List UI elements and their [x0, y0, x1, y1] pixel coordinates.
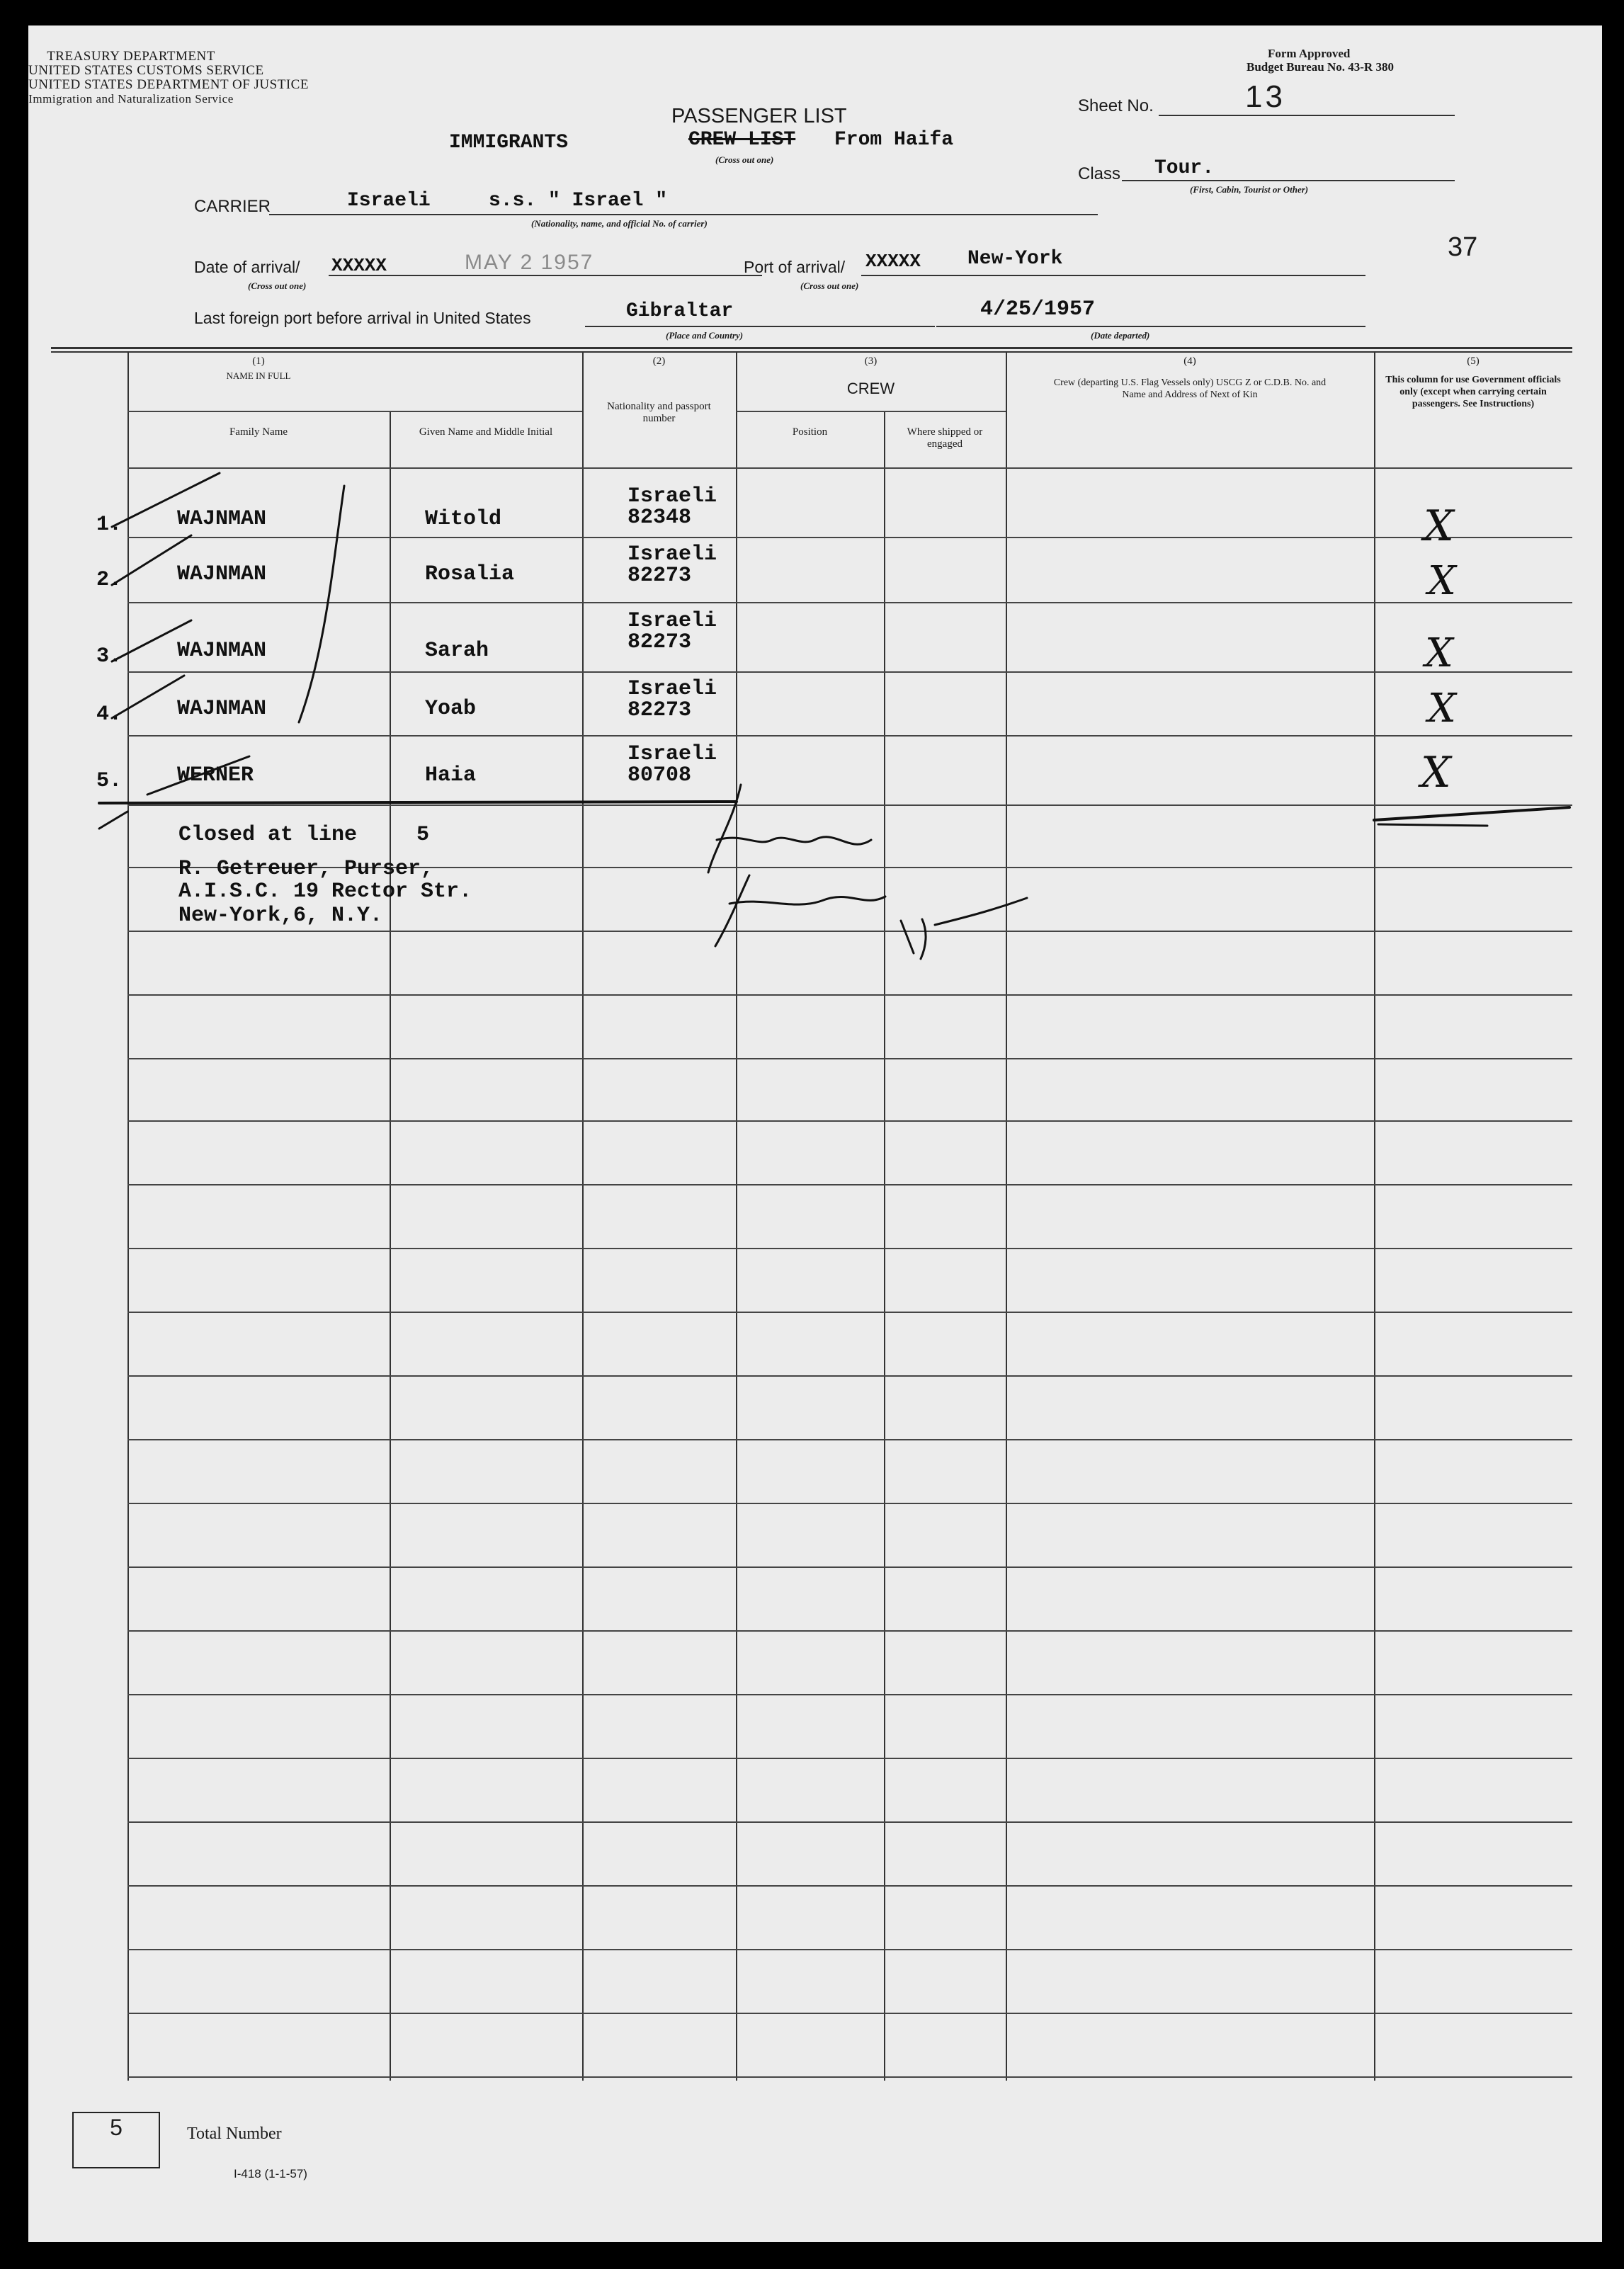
sheet-number: 13 [1245, 79, 1285, 114]
purser-address-1: A.I.S.C. 19 Rector Str. [178, 880, 472, 904]
check-mark-5: X [1421, 748, 1451, 797]
given-name: Haia [425, 763, 477, 787]
sheet-label: Sheet No. [1078, 96, 1154, 115]
carrier-label: CARRIER [194, 197, 271, 216]
total-number-box [72, 2112, 160, 2168]
port-hint: (Cross out one) [800, 280, 859, 291]
passport-number: 82273 [628, 698, 692, 722]
passport-number: 82348 [628, 506, 692, 530]
family-name: WERNER [177, 763, 254, 787]
col3-number: (3) [864, 356, 878, 367]
agency-line-1: TREASURY DEPARTMENT [47, 49, 215, 64]
closed-at-line-value: 5 [416, 823, 430, 847]
family-name: WAJNMAN [177, 562, 267, 586]
port-xs: XXXXX [865, 251, 921, 272]
date-departed-hint: (Date departed) [1091, 330, 1150, 341]
line-number: 3. [96, 644, 123, 669]
page-number: 37 [1448, 232, 1478, 262]
agency-line-2: UNITED STATES CUSTOMS SERVICE [28, 63, 264, 78]
port-arrival-label: Port of arrival/ [744, 258, 846, 276]
col4-number: (4) [1183, 356, 1196, 367]
tick-stroke [99, 812, 127, 829]
class-hint: (First, Cabin, Tourist or Other) [1190, 184, 1309, 195]
col2-number: (2) [652, 356, 666, 367]
family-name: WAJNMAN [177, 507, 267, 531]
last-port-label: Last foreign port before arrival in United States [194, 309, 531, 327]
col5-title: This column for use Government officials only (except when carrying certain passengers. See Instructions) [1385, 375, 1561, 409]
port-value: New-York [967, 248, 1063, 270]
nationality: Israeli [628, 542, 717, 567]
given-name: Rosalia [425, 562, 515, 586]
nationality: Israeli [628, 484, 717, 508]
family-name: WAJNMAN [177, 639, 267, 663]
immigrants-label: IMMIGRANTS [449, 132, 569, 154]
budget-bureau: Budget Bureau No. 43-R 380 [1247, 60, 1394, 74]
shipped-header: Where shipped or engaged [907, 426, 983, 450]
carrier-nationality: Israeli [347, 190, 431, 212]
col4-title: Crew (departing U.S. Flag Vessels only) USCG Z or C.D.B. No. and Name and Address of Next of Kin [1053, 377, 1327, 400]
class-value: Tour. [1154, 157, 1215, 179]
date-departed-value: 4/25/1957 [980, 297, 1096, 322]
check-mark-3: X [1425, 630, 1453, 676]
total-number-value: 5 [110, 2115, 123, 2140]
class-label: Class [1078, 164, 1121, 183]
date-hint: (Cross out one) [248, 280, 307, 291]
signature-stroke [708, 785, 871, 872]
family-name-header: Family Name [229, 426, 288, 438]
nationality: Israeli [628, 742, 717, 766]
carrier-vessel: s.s. " Israel " [489, 190, 668, 212]
col2-title: Nationality and passport number [607, 401, 711, 424]
given-name: Sarah [425, 639, 489, 663]
crew-list-struck: CREW LIST [688, 129, 796, 151]
given-name-header: Given Name and Middle Initial [419, 426, 553, 438]
col1-number: (1) [252, 356, 265, 367]
check-mark-1: X [1424, 501, 1454, 551]
nationality: Israeli [628, 677, 717, 701]
family-name: WAJNMAN [177, 697, 267, 721]
place-hint: (Place and Country) [666, 330, 744, 341]
tick-stroke [112, 535, 191, 585]
closing-rule-col5 [1374, 807, 1569, 820]
col1-title: NAME IN FULL [226, 370, 291, 381]
bracket-stroke [299, 486, 344, 722]
tick-stroke [147, 756, 249, 795]
carrier-hint: (Nationality, name, and official No. of carrier) [531, 218, 708, 229]
signature-stroke [901, 898, 1027, 959]
signature-stroke [715, 875, 885, 946]
agency-line-3: UNITED STATES DEPARTMENT OF JUSTICE [28, 77, 309, 92]
cross-out-hint: (Cross out one) [715, 154, 774, 165]
tick-stroke [112, 473, 220, 527]
agency-line-4: Immigration and Naturalization Service [28, 92, 234, 106]
from-port: From Haifa [834, 129, 954, 151]
form-code: I-418 (1-1-57) [234, 2167, 307, 2180]
position-header: Position [792, 426, 828, 438]
passport-number: 80708 [628, 763, 692, 787]
line-number: 2. [96, 568, 123, 592]
nationality: Israeli [628, 609, 717, 633]
check-mark-2: X [1428, 558, 1456, 604]
tick-stroke [112, 676, 184, 718]
crew-header: CREW [846, 380, 895, 397]
closing-rule-col5 [1378, 824, 1487, 826]
purser-address-2: New-York,6, N.Y. [178, 904, 383, 928]
line-number: 1. [96, 513, 123, 537]
given-name: Witold [425, 507, 502, 531]
date-arrival-text: Date of arrival/ [194, 258, 300, 276]
passport-number: 82273 [628, 630, 692, 654]
date-stamp: MAY 2 1957 [465, 251, 594, 274]
closing-rule [99, 802, 737, 803]
line-number: 4. [96, 703, 123, 727]
handwriting-overlay [28, 25, 1602, 2242]
form-approved: Form Approved [1268, 47, 1351, 60]
check-mark-4: X [1428, 686, 1456, 732]
date-xs: XXXXX [331, 255, 387, 276]
last-port-value: Gibraltar [626, 300, 734, 322]
purser-name: R. Getreuer, Purser, [178, 857, 434, 881]
form-title: PASSENGER LIST [671, 105, 847, 127]
given-name: Yoab [425, 697, 477, 721]
line-number: 5. [96, 769, 123, 793]
total-number-label: Total Number [187, 2125, 282, 2143]
closed-at-line-label: Closed at line [178, 823, 358, 847]
col5-number: (5) [1467, 356, 1480, 367]
passenger-list-document [28, 25, 1602, 2242]
passport-number: 82273 [628, 564, 692, 588]
tick-stroke [112, 620, 191, 661]
